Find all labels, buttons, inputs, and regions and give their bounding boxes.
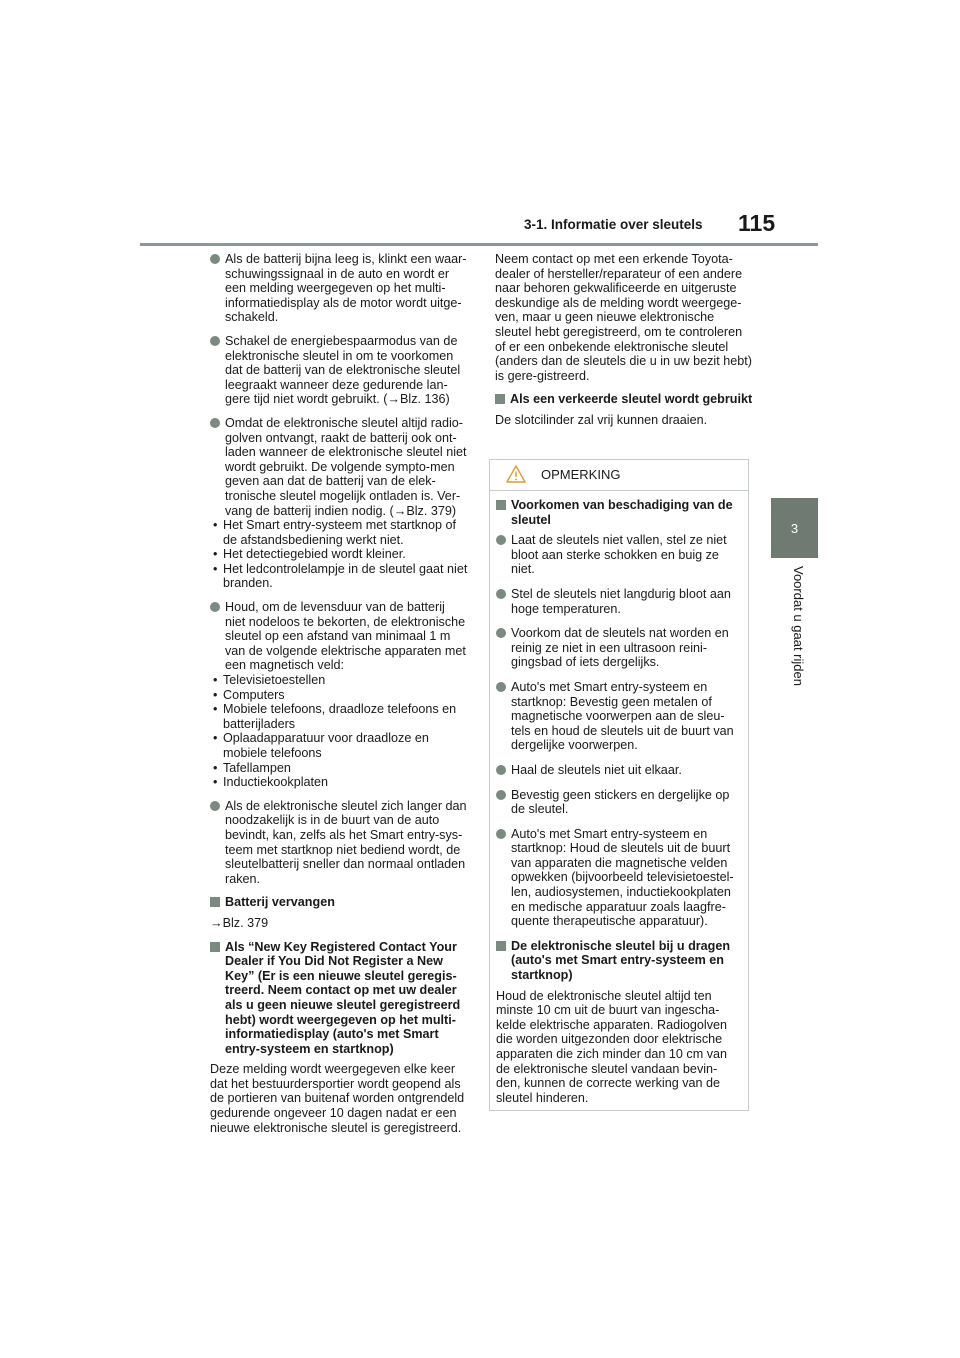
sub-item: • Het detectiegebied wordt kleiner. [213,547,406,562]
left-column [210,252,468,1144]
list-item: Als de batterij bijna leeg is, klinkt een waar-schuwingssignaal in de auto en wordt er een melding weergegeven op het multi-informatiedisplay als de motor wordt uitge-schakeld. [210,252,468,325]
square-bullet-icon [496,500,506,510]
list-item: Auto's met Smart entry-systeem en startknop: Houd de sleutels uit de buurt van apparaten die magnetische velden opwekken (bijvoorbeeld televisietoestel-len, audiosystemen, inductiekookplaten en medische apparatuur zoals laagfre-quente therapeutische apparatuur). [496,827,738,929]
sub-item: • Het ledcontrolelampje in de sleutel gaat niet branden. [213,561,468,591]
list-item: Schakel de energiebespaarmodus van de elektronische sleutel in om te voorkomen dat de batterij van de elektronische sleutel leegraakt wanneer deze gedurende lan-gere tijd niet wordt gebruikt. (→Blz. 136) [210,334,468,407]
sub-item: • Mobiele telefoons, draadloze telefoons en batterijladers [213,702,457,731]
bullet-dot-icon [210,418,220,428]
section-heading: Batterij vervangen [210,895,468,910]
notice-box [489,459,749,1111]
symptom-list [210,518,468,591]
bullet-dot-icon [496,535,506,545]
bullet-dot-icon [210,801,220,811]
right-column [495,252,753,437]
chapter-tab [771,498,818,558]
bullet-dot-icon [496,765,506,775]
bullet-dot-icon [210,602,220,612]
section-heading: Als “New Key Registered Contact Your Dealer if You Did Not Register a New Key” (Er is een nieuwe sleutel geregis-treerd. Neem contact op met uw dealer als u geen nieuwe sleutel geregistreerd hebt) wordt weergegeven op het multi-informatiedisplay (auto's met Smart entry-systeem en startknop) [210,940,468,1057]
paragraph: De slotcilinder zal vrij kunnen draaien. [495,412,708,427]
bullet-dot-icon [496,628,506,638]
notice-body [490,491,748,1105]
square-bullet-icon [495,394,505,404]
page-number: 115 [738,210,776,236]
bullet-dot-icon [210,336,220,346]
list-item: Laat de sleutels niet vallen, stel ze niet bloot aan sterke schokken en buig ze niet. [496,533,738,577]
sub-item: • Oplaadapparatuur voor draadloze en mobiele telefoons [213,731,429,760]
paragraph: Neem contact op met een erkende Toyota-dealer of hersteller/reparateur of een andere naar behoren gekwalificeerde en uitgeruste deskundige als de melding wordt weergege-ven, maar u geen nieuwe elektronische sleutel hebt geregistreerd, om te controleren of er een onbekende elektronische sleutel (anders dan de sleutels die u in uw bezit hebt) is gere-gistreerd. [495,252,752,383]
sub-item: • Computers [213,687,285,702]
sub-item: • Inductiekookplaten [213,775,329,790]
bullet-dot-icon [496,829,506,839]
sub-item: • Televisietoestellen [213,673,326,688]
header-divider [140,243,818,246]
sub-item: • Tafellampen [213,760,291,775]
chapter-number: 3 [790,520,799,536]
list-item: Houd, om de levensduur van de batterij niet nodeloos te bekorten, de elektronische sleutel op een afstand van minimaal 1 m van de volgende elektrische apparaten met een magnetisch veld: [210,600,468,673]
paragraph: Houd de elektronische sleutel altijd ten minste 10 cm uit de buurt van ingescha-kelde elektrische apparaten. Radiogolven die worden uitgezonden door elektrische apparaten die zich minder dan 10 cm van de elektronische sleutel vandaan bevin-den, kunnen de correcte werking van de sleutel hinderen. [496,988,728,1105]
page-reference: →Blz. 379 [210,915,269,930]
list-item: Auto's met Smart entry-systeem en startknop: Bevestig geen metalen of magnetische voorwerpen aan de sleu-tels en houd de sleutels uit de buurt van dergelijke voorwerpen. [496,680,738,753]
section-heading: Als een verkeerde sleutel wordt gebruikt [495,392,753,407]
list-item: Voorkom dat de sleutels nat worden en reinig ze niet in een ultrasoon reini-gingsbad of iets dergelijks. [496,626,738,670]
list-item: Stel de sleutels niet langdurig bloot aan hoge temperaturen. [496,587,738,616]
bullet-dot-icon [210,254,220,264]
section-heading: Voorkomen van beschadiging van de sleutel [496,498,738,527]
section-title: 3-1. Informatie over sleutels [524,217,703,232]
device-list [210,673,468,790]
bullet-dot-icon [496,790,506,800]
sub-item: • Het Smart entry-systeem met startknop of de afstandsbediening werkt niet. [213,518,457,547]
warning-triangle-icon [506,465,526,483]
list-item: Bevestig geen stickers en dergelijke op de sleutel. [496,788,738,817]
notice-title: OPMERKING [541,467,621,482]
chapter-label: Voordat u gaat rijden [791,566,806,686]
bullet-dot-icon [496,589,506,599]
square-bullet-icon [210,942,220,952]
list-item: Omdat de elektronische sleutel altijd radio-golven ontvangt, raakt de batterij ook ont-laden wanneer de elektronische sleutel niet wordt gebruikt. De volgende sympto-men geven aan dat de batterij van de elek-tronische sleutel mogelijk ontladen is. Ver-vang de batterij indien nodig. (→Blz. 379) [210,416,468,518]
square-bullet-icon [496,941,506,951]
section-heading: De elektronische sleutel bij u dragen (auto's met Smart entry-systeem en startknop) [496,939,738,983]
list-item: Haal de sleutels niet uit elkaar. [496,763,738,778]
bullet-dot-icon [496,682,506,692]
notice-header [490,460,748,491]
paragraph: Deze melding wordt weergegeven elke keer dat het bestuurdersportier wordt geopend als de portieren van buitenaf worden ontgrendeld gedurende ongeveer 10 dagen nadat er een nieuwe elektronische sleutel is geregistreerd. [210,1062,465,1135]
square-bullet-icon [210,897,220,907]
list-item: Als de elektronische sleutel zich langer dan noodzakelijk is in de buurt van de auto bevindt, kan, zelfs als het Smart entry-sys-teem met startknop niet bediend wordt, de sleutelbatterij sneller dan normaal ontladen raken. [210,799,468,887]
